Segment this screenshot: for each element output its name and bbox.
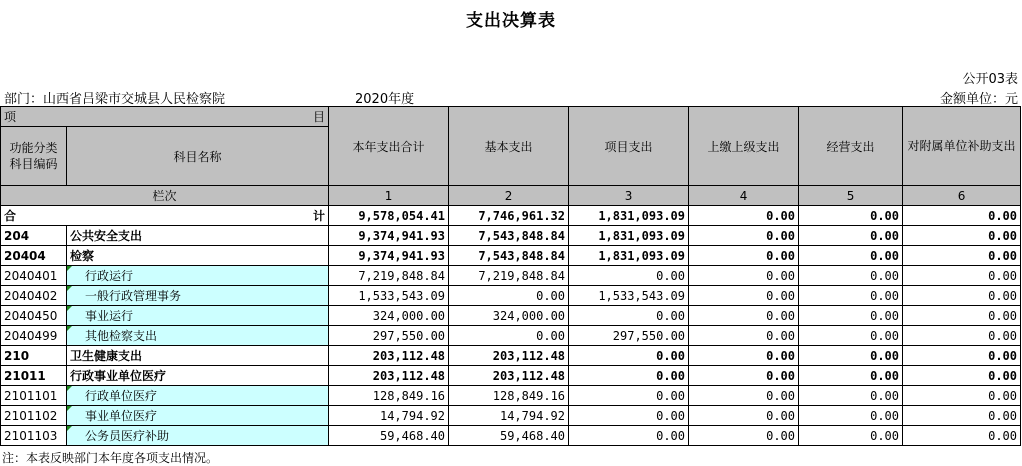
row-value: 0.00 <box>569 266 689 286</box>
row-value: 9,374,941.93 <box>329 226 449 246</box>
row-value: 0.00 <box>799 346 903 366</box>
row-code: 20404 <box>1 246 67 266</box>
table-row <box>1 386 1021 406</box>
row-code: 2101102 <box>1 406 67 426</box>
page-title: 支出决算表 <box>466 11 556 31</box>
row-value: 0.00 <box>903 226 1021 246</box>
col-number-6: 6 <box>903 186 1021 206</box>
row-value: 9,374,941.93 <box>329 246 449 266</box>
row-value: 0.00 <box>689 306 799 326</box>
col-number-3: 3 <box>569 186 689 206</box>
total-value: 1,831,093.09 <box>569 206 689 226</box>
header-row-xiangmu <box>1 107 1021 127</box>
row-value: 0.00 <box>689 266 799 286</box>
row-name: 公务员医疗补助 <box>67 426 329 446</box>
row-name: 卫生健康支出 <box>67 346 329 366</box>
table-row <box>1 346 1021 366</box>
row-value: 0.00 <box>903 266 1021 286</box>
row-value: 0.00 <box>689 366 799 386</box>
row-value: 0.00 <box>569 386 689 406</box>
row-value: 59,468.40 <box>329 426 449 446</box>
unit-label: 金额单位：元 <box>939 92 1018 107</box>
row-value: 1,533,543.09 <box>329 286 449 306</box>
row-value: 0.00 <box>799 426 903 446</box>
total-label <box>1 206 329 226</box>
code-header: 功能分类 科目编码 <box>1 127 67 186</box>
mu-label: 目 <box>313 110 326 124</box>
total-value: 0.00 <box>689 206 799 226</box>
col-header-5: 经营支出 <box>799 107 903 186</box>
col-header-6: 对附属单位补助支出 <box>903 107 1021 186</box>
col-number-4: 4 <box>689 186 799 206</box>
row-value: 0.00 <box>569 366 689 386</box>
row-value: 0.00 <box>689 326 799 346</box>
row-value: 0.00 <box>799 366 903 386</box>
row-value: 1,831,093.09 <box>569 246 689 266</box>
col-header-4: 上缴上级支出 <box>689 107 799 186</box>
table-row <box>1 226 1021 246</box>
row-code: 2040402 <box>1 286 67 306</box>
row-value: 203,112.48 <box>449 346 569 366</box>
total-value: 9,578,054.41 <box>329 206 449 226</box>
row-code: 2040499 <box>1 326 67 346</box>
row-name: 事业运行 <box>67 306 329 326</box>
total-value: 0.00 <box>799 206 903 226</box>
row-value: 0.00 <box>903 246 1021 266</box>
row-value: 0.00 <box>903 386 1021 406</box>
row-value: 0.00 <box>689 406 799 426</box>
row-value: 203,112.48 <box>329 346 449 366</box>
col-header-3: 项目支出 <box>569 107 689 186</box>
table-row <box>1 426 1021 446</box>
lanci-row <box>1 186 1021 206</box>
row-code: 210 <box>1 346 67 366</box>
form-code: 公开03表 <box>962 72 1018 87</box>
row-code: 21011 <box>1 366 67 386</box>
row-name: 行政运行 <box>67 266 329 286</box>
table-row <box>1 246 1021 266</box>
row-value: 0.00 <box>799 326 903 346</box>
footer-note: 注：本表反映部门本年度各项支出情况。 <box>2 451 219 465</box>
row-value: 7,219,848.84 <box>449 266 569 286</box>
table-row <box>1 306 1021 326</box>
row-value: 0.00 <box>903 306 1021 326</box>
row-value: 0.00 <box>799 406 903 426</box>
expenditure-table <box>0 106 1021 446</box>
row-name: 一般行政管理事务 <box>67 286 329 306</box>
total-label-left: 合 <box>4 209 17 223</box>
row-value: 0.00 <box>799 306 903 326</box>
row-value: 7,543,848.84 <box>449 246 569 266</box>
col-number-2: 2 <box>449 186 569 206</box>
row-value: 0.00 <box>799 246 903 266</box>
row-value: 0.00 <box>903 326 1021 346</box>
row-code: 2101101 <box>1 386 67 406</box>
row-value: 0.00 <box>569 346 689 366</box>
row-code: 2101103 <box>1 426 67 446</box>
row-value: 128,849.16 <box>449 386 569 406</box>
row-value: 0.00 <box>799 386 903 406</box>
row-value: 0.00 <box>449 286 569 306</box>
row-value: 297,550.00 <box>569 326 689 346</box>
department-label: 部门：山西省吕梁市交城县人民检察院 <box>4 92 226 107</box>
row-value: 0.00 <box>903 346 1021 366</box>
row-value: 0.00 <box>903 426 1021 446</box>
table-row <box>1 406 1021 426</box>
row-value: 0.00 <box>569 426 689 446</box>
row-name: 公共安全支出 <box>67 226 329 246</box>
row-value: 0.00 <box>689 286 799 306</box>
row-value: 7,543,848.84 <box>449 226 569 246</box>
col-number-1: 1 <box>329 186 449 206</box>
row-value: 0.00 <box>903 286 1021 306</box>
lanci-label: 栏次 <box>1 186 329 206</box>
total-label-right: 计 <box>313 209 326 223</box>
row-value: 0.00 <box>689 346 799 366</box>
row-value: 0.00 <box>689 426 799 446</box>
total-value: 7,746,961.32 <box>449 206 569 226</box>
table-row <box>1 266 1021 286</box>
row-name: 其他检察支出 <box>67 326 329 346</box>
row-value: 0.00 <box>799 226 903 246</box>
row-code: 2040401 <box>1 266 67 286</box>
name-header: 科目名称 <box>67 127 329 186</box>
row-name: 事业单位医疗 <box>67 406 329 426</box>
row-value: 1,533,543.09 <box>569 286 689 306</box>
row-value: 0.00 <box>903 366 1021 386</box>
row-value: 203,112.48 <box>329 366 449 386</box>
row-value: 0.00 <box>903 406 1021 426</box>
row-value: 0.00 <box>799 266 903 286</box>
row-value: 1,831,093.09 <box>569 226 689 246</box>
row-value: 324,000.00 <box>449 306 569 326</box>
row-value: 0.00 <box>689 226 799 246</box>
table-row <box>1 326 1021 346</box>
fiscal-year: 2020年度 <box>355 92 415 107</box>
row-value: 297,550.00 <box>329 326 449 346</box>
col-number-5: 5 <box>799 186 903 206</box>
row-code: 204 <box>1 226 67 246</box>
row-value: 7,219,848.84 <box>329 266 449 286</box>
row-value: 324,000.00 <box>329 306 449 326</box>
col-header-2: 基本支出 <box>449 107 569 186</box>
row-value: 203,112.48 <box>449 366 569 386</box>
row-value: 14,794.92 <box>449 406 569 426</box>
total-value: 0.00 <box>903 206 1021 226</box>
row-value: 128,849.16 <box>329 386 449 406</box>
row-value: 0.00 <box>799 286 903 306</box>
col-header-1: 本年支出合计 <box>329 107 449 186</box>
row-name: 行政单位医疗 <box>67 386 329 406</box>
row-value: 14,794.92 <box>329 406 449 426</box>
row-name: 检察 <box>67 246 329 266</box>
row-value: 0.00 <box>689 386 799 406</box>
total-row <box>1 206 1021 226</box>
row-value: 0.00 <box>449 326 569 346</box>
xiang-label: 项 <box>4 110 17 124</box>
row-value: 0.00 <box>689 246 799 266</box>
table-row <box>1 286 1021 306</box>
table-row <box>1 366 1021 386</box>
row-value: 0.00 <box>569 406 689 426</box>
row-value: 59,468.40 <box>449 426 569 446</box>
row-name: 行政事业单位医疗 <box>67 366 329 386</box>
xiang-mu-header <box>1 107 329 127</box>
row-code: 2040450 <box>1 306 67 326</box>
row-value: 0.00 <box>569 306 689 326</box>
